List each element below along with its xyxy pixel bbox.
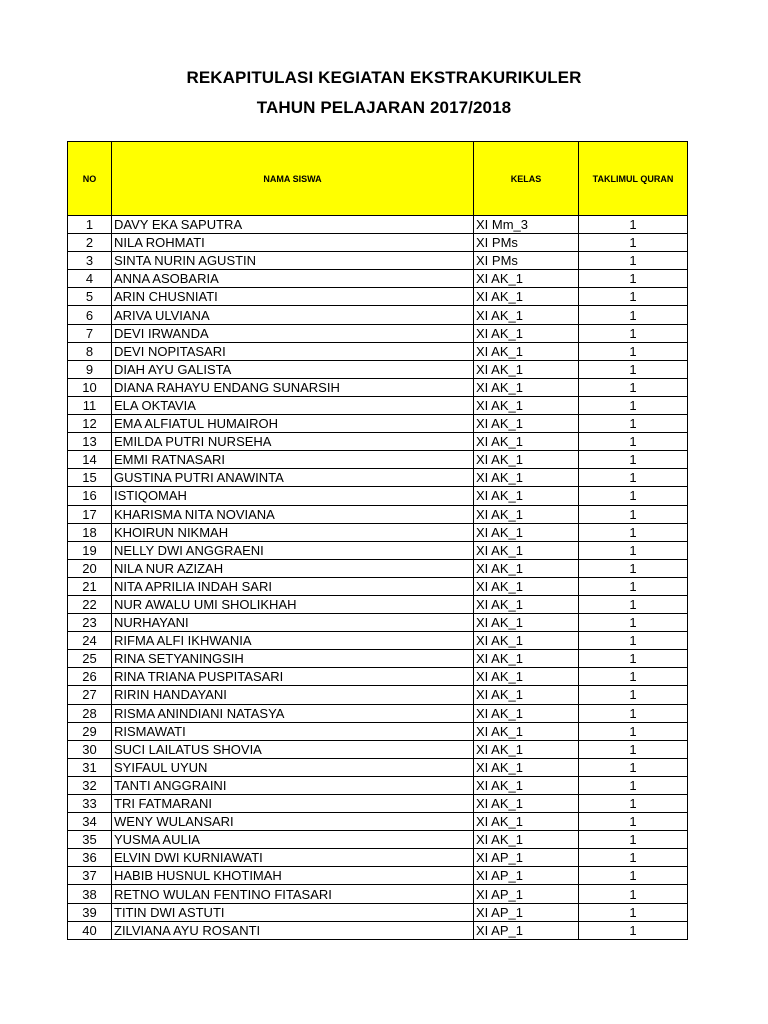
header-nama-siswa: NAMA SISWA (112, 142, 474, 216)
cell-no: 38 (68, 885, 112, 903)
cell-no: 40 (68, 921, 112, 939)
cell-no: 20 (68, 559, 112, 577)
cell-taklimul-quran: 1 (579, 668, 688, 686)
cell-name: EMILDA PUTRI NURSEHA (112, 433, 474, 451)
cell-taklimul-quran: 1 (579, 867, 688, 885)
cell-no: 36 (68, 849, 112, 867)
table-row (68, 360, 688, 378)
table-row (68, 288, 688, 306)
table-row (68, 614, 688, 632)
cell-no: 8 (68, 342, 112, 360)
table-row (68, 831, 688, 849)
cell-kelas: XI AP_1 (474, 885, 579, 903)
cell-kelas: XI AP_1 (474, 903, 579, 921)
student-table (67, 141, 688, 940)
cell-kelas: XI PMs (474, 252, 579, 270)
cell-taklimul-quran: 1 (579, 306, 688, 324)
cell-kelas: XI AP_1 (474, 867, 579, 885)
cell-kelas: XI AK_1 (474, 650, 579, 668)
table-row (68, 650, 688, 668)
cell-no: 26 (68, 668, 112, 686)
cell-no: 12 (68, 415, 112, 433)
table-row (68, 487, 688, 505)
cell-no: 18 (68, 523, 112, 541)
cell-name: DIAH AYU GALISTA (112, 360, 474, 378)
cell-name: RINA TRIANA PUSPITASARI (112, 668, 474, 686)
cell-no: 27 (68, 686, 112, 704)
cell-taklimul-quran: 1 (579, 342, 688, 360)
cell-no: 5 (68, 288, 112, 306)
cell-name: SINTA NURIN AGUSTIN (112, 252, 474, 270)
table-row (68, 433, 688, 451)
cell-no: 31 (68, 758, 112, 776)
cell-kelas: XI AK_1 (474, 378, 579, 396)
table-row (68, 270, 688, 288)
cell-taklimul-quran: 1 (579, 234, 688, 252)
cell-taklimul-quran: 1 (579, 776, 688, 794)
table-row (68, 396, 688, 414)
cell-name: ZILVIANA AYU ROSANTI (112, 921, 474, 939)
cell-kelas: XI AK_1 (474, 740, 579, 758)
cell-taklimul-quran: 1 (579, 396, 688, 414)
cell-taklimul-quran: 1 (579, 704, 688, 722)
cell-no: 30 (68, 740, 112, 758)
cell-name: TANTI ANGGRAINI (112, 776, 474, 794)
table-row (68, 378, 688, 396)
cell-taklimul-quran: 1 (579, 686, 688, 704)
cell-no: 21 (68, 577, 112, 595)
cell-kelas: XI AK_1 (474, 451, 579, 469)
cell-name: DEVI NOPITASARI (112, 342, 474, 360)
cell-kelas: XI Mm_3 (474, 216, 579, 234)
table-row (68, 776, 688, 794)
cell-name: RIFMA ALFI IKHWANIA (112, 632, 474, 650)
cell-no: 25 (68, 650, 112, 668)
cell-taklimul-quran: 1 (579, 216, 688, 234)
cell-name: SYIFAUL UYUN (112, 758, 474, 776)
cell-name: GUSTINA PUTRI ANAWINTA (112, 469, 474, 487)
cell-taklimul-quran: 1 (579, 324, 688, 342)
cell-name: EMA ALFIATUL HUMAIROH (112, 415, 474, 433)
cell-no: 16 (68, 487, 112, 505)
cell-taklimul-quran: 1 (579, 795, 688, 813)
cell-kelas: XI AK_1 (474, 469, 579, 487)
cell-kelas: XI AK_1 (474, 795, 579, 813)
table-row (68, 595, 688, 613)
cell-no: 6 (68, 306, 112, 324)
table-row (68, 668, 688, 686)
table-row (68, 216, 688, 234)
cell-kelas: XI AK_1 (474, 288, 579, 306)
cell-kelas: XI AK_1 (474, 686, 579, 704)
cell-no: 3 (68, 252, 112, 270)
table-row (68, 686, 688, 704)
cell-name: TITIN DWI ASTUTI (112, 903, 474, 921)
cell-no: 1 (68, 216, 112, 234)
cell-taklimul-quran: 1 (579, 885, 688, 903)
cell-taklimul-quran: 1 (579, 921, 688, 939)
cell-no: 4 (68, 270, 112, 288)
cell-name: NILA ROHMATI (112, 234, 474, 252)
table-row (68, 903, 688, 921)
cell-taklimul-quran: 1 (579, 541, 688, 559)
table-row (68, 505, 688, 523)
cell-name: NUR AWALU UMI SHOLIKHAH (112, 595, 474, 613)
table-row (68, 451, 688, 469)
table-row (68, 849, 688, 867)
cell-taklimul-quran: 1 (579, 831, 688, 849)
cell-kelas: XI AK_1 (474, 595, 579, 613)
cell-taklimul-quran: 1 (579, 577, 688, 595)
cell-name: ANNA ASOBARIA (112, 270, 474, 288)
cell-name: DEVI IRWANDA (112, 324, 474, 342)
cell-taklimul-quran: 1 (579, 270, 688, 288)
cell-name: KHARISMA NITA NOVIANA (112, 505, 474, 523)
cell-taklimul-quran: 1 (579, 415, 688, 433)
table-row (68, 632, 688, 650)
table-row (68, 234, 688, 252)
cell-taklimul-quran: 1 (579, 740, 688, 758)
cell-kelas: XI AK_1 (474, 396, 579, 414)
cell-taklimul-quran: 1 (579, 469, 688, 487)
cell-kelas: XI AK_1 (474, 415, 579, 433)
table-row (68, 867, 688, 885)
cell-name: RISMA ANINDIANI NATASYA (112, 704, 474, 722)
cell-taklimul-quran: 1 (579, 360, 688, 378)
cell-no: 37 (68, 867, 112, 885)
table-row (68, 342, 688, 360)
cell-no: 39 (68, 903, 112, 921)
cell-kelas: XI AK_1 (474, 270, 579, 288)
cell-name: ELVIN DWI KURNIAWATI (112, 849, 474, 867)
cell-no: 13 (68, 433, 112, 451)
cell-name: NILA NUR AZIZAH (112, 559, 474, 577)
document-subtitle: TAHUN PELAJARAN 2017/2018 (256, 98, 512, 117)
cell-no: 9 (68, 360, 112, 378)
table-row (68, 252, 688, 270)
header-taklimul-quran: TAKLIMUL QURAN (579, 142, 688, 216)
cell-no: 32 (68, 776, 112, 794)
header-kelas: KELAS (474, 142, 579, 216)
cell-taklimul-quran: 1 (579, 722, 688, 740)
table-row (68, 795, 688, 813)
cell-no: 23 (68, 614, 112, 632)
cell-name: RINA SETYANINGSIH (112, 650, 474, 668)
cell-taklimul-quran: 1 (579, 252, 688, 270)
table-row (68, 523, 688, 541)
cell-taklimul-quran: 1 (579, 487, 688, 505)
cell-no: 19 (68, 541, 112, 559)
cell-name: NURHAYANI (112, 614, 474, 632)
cell-taklimul-quran: 1 (579, 433, 688, 451)
cell-taklimul-quran: 1 (579, 650, 688, 668)
table-row (68, 541, 688, 559)
cell-taklimul-quran: 1 (579, 559, 688, 577)
cell-kelas: XI AK_1 (474, 541, 579, 559)
cell-kelas: XI AK_1 (474, 433, 579, 451)
cell-kelas: XI PMs (474, 234, 579, 252)
cell-name: ISTIQOMAH (112, 487, 474, 505)
cell-no: 29 (68, 722, 112, 740)
table-row (68, 885, 688, 903)
cell-kelas: XI AP_1 (474, 921, 579, 939)
cell-taklimul-quran: 1 (579, 451, 688, 469)
cell-taklimul-quran: 1 (579, 614, 688, 632)
cell-taklimul-quran: 1 (579, 813, 688, 831)
cell-kelas: XI AK_1 (474, 758, 579, 776)
cell-kelas: XI AP_1 (474, 849, 579, 867)
table-row (68, 813, 688, 831)
cell-kelas: XI AK_1 (474, 776, 579, 794)
header-no: NO (68, 142, 112, 216)
cell-no: 28 (68, 704, 112, 722)
cell-taklimul-quran: 1 (579, 378, 688, 396)
cell-kelas: XI AK_1 (474, 360, 579, 378)
cell-name: ELA OKTAVIA (112, 396, 474, 414)
cell-taklimul-quran: 1 (579, 505, 688, 523)
cell-name: RISMAWATI (112, 722, 474, 740)
cell-no: 11 (68, 396, 112, 414)
cell-name: DAVY EKA SAPUTRA (112, 216, 474, 234)
cell-kelas: XI AK_1 (474, 505, 579, 523)
cell-no: 35 (68, 831, 112, 849)
cell-kelas: XI AK_1 (474, 704, 579, 722)
cell-kelas: XI AK_1 (474, 559, 579, 577)
cell-name: KHOIRUN NIKMAH (112, 523, 474, 541)
cell-taklimul-quran: 1 (579, 632, 688, 650)
table-row (68, 740, 688, 758)
cell-name: NITA APRILIA INDAH SARI (112, 577, 474, 595)
table-row (68, 559, 688, 577)
cell-name: SUCI LAILATUS SHOVIA (112, 740, 474, 758)
cell-kelas: XI AK_1 (474, 668, 579, 686)
cell-no: 15 (68, 469, 112, 487)
cell-taklimul-quran: 1 (579, 288, 688, 306)
cell-name: HABIB HUSNUL KHOTIMAH (112, 867, 474, 885)
cell-kelas: XI AK_1 (474, 614, 579, 632)
table-row (68, 577, 688, 595)
cell-name: RETNO WULAN FENTINO FITASARI (112, 885, 474, 903)
cell-name: DIANA RAHAYU ENDANG SUNARSIH (112, 378, 474, 396)
table-header-row (68, 142, 688, 216)
cell-no: 24 (68, 632, 112, 650)
cell-name: EMMI RATNASARI (112, 451, 474, 469)
table-row (68, 704, 688, 722)
cell-kelas: XI AK_1 (474, 523, 579, 541)
table-body (68, 216, 688, 940)
cell-no: 34 (68, 813, 112, 831)
table-row (68, 469, 688, 487)
table-row (68, 324, 688, 342)
cell-kelas: XI AK_1 (474, 722, 579, 740)
cell-kelas: XI AK_1 (474, 487, 579, 505)
cell-taklimul-quran: 1 (579, 903, 688, 921)
cell-kelas: XI AK_1 (474, 813, 579, 831)
cell-no: 2 (68, 234, 112, 252)
cell-name: ARIVA ULVIANA (112, 306, 474, 324)
cell-kelas: XI AK_1 (474, 306, 579, 324)
cell-no: 33 (68, 795, 112, 813)
cell-taklimul-quran: 1 (579, 758, 688, 776)
table-row (68, 758, 688, 776)
cell-name: YUSMA AULIA (112, 831, 474, 849)
cell-no: 10 (68, 378, 112, 396)
cell-no: 7 (68, 324, 112, 342)
cell-kelas: XI AK_1 (474, 342, 579, 360)
table-row (68, 722, 688, 740)
cell-kelas: XI AK_1 (474, 577, 579, 595)
document-title: REKAPITULASI KEGIATAN EKSTRAKURIKULER (186, 68, 582, 87)
cell-taklimul-quran: 1 (579, 523, 688, 541)
cell-name: TRI FATMARANI (112, 795, 474, 813)
cell-name: NELLY DWI ANGGRAENI (112, 541, 474, 559)
cell-kelas: XI AK_1 (474, 632, 579, 650)
cell-taklimul-quran: 1 (579, 849, 688, 867)
table-row (68, 921, 688, 939)
table-row (68, 306, 688, 324)
cell-name: ARIN CHUSNIATI (112, 288, 474, 306)
cell-kelas: XI AK_1 (474, 831, 579, 849)
cell-no: 14 (68, 451, 112, 469)
cell-taklimul-quran: 1 (579, 595, 688, 613)
cell-no: 17 (68, 505, 112, 523)
cell-name: RIRIN HANDAYANI (112, 686, 474, 704)
cell-name: WENY WULANSARI (112, 813, 474, 831)
table-row (68, 415, 688, 433)
cell-no: 22 (68, 595, 112, 613)
cell-kelas: XI AK_1 (474, 324, 579, 342)
